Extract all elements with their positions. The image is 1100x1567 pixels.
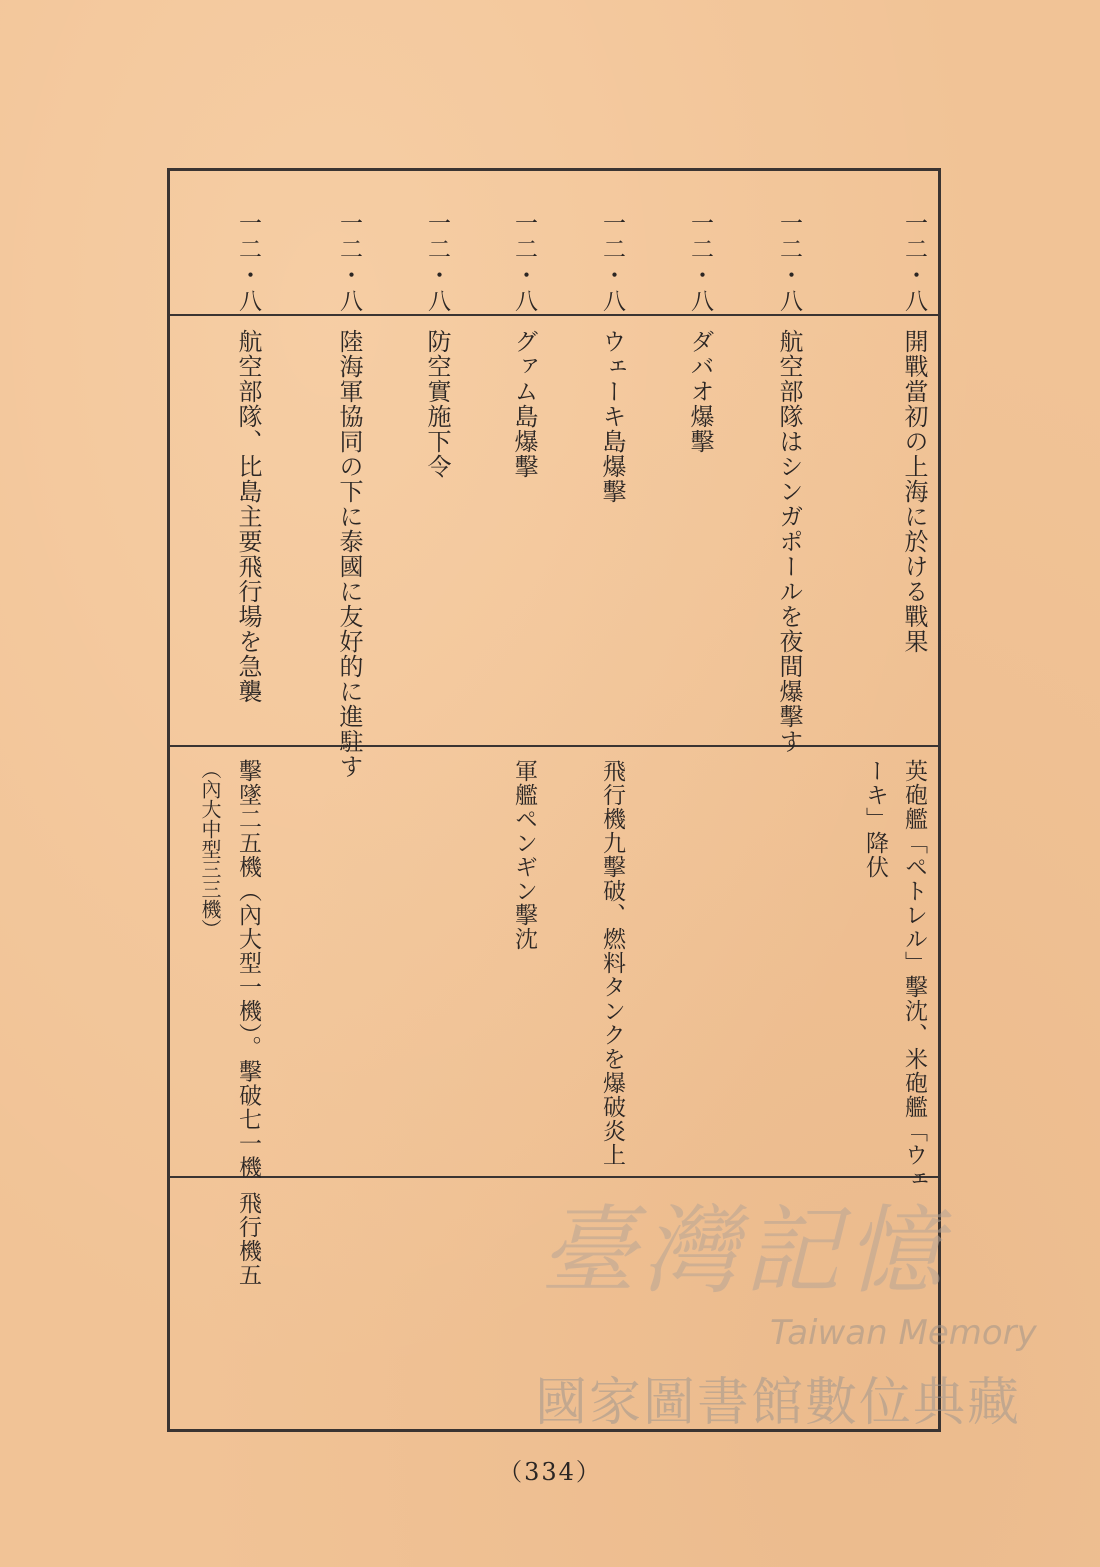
divider-result: [170, 1176, 938, 1178]
row1-result: 英砲艦「ペトレル」擊沈、米砲艦「ウェ: [901, 759, 927, 1191]
table-frame: [167, 168, 941, 1432]
row1-result-cont: ーキ」降伏: [862, 759, 888, 879]
row8-result: 擊墜二五機（內大型一機）。擊破七一機: [235, 759, 261, 1180]
row1-event: 開戰當初の上海に於ける戰果: [900, 329, 928, 654]
row4-result: 飛行機九擊破、燃料タンクを爆破炎上: [599, 759, 625, 1167]
watermark-subtitle: 國家圖書館數位典藏: [535, 1373, 1022, 1433]
row7-date: 一二・八: [336, 211, 362, 315]
row8-result-note: （內大中型三三機）: [198, 759, 222, 939]
row1-date: 一二・八: [901, 211, 927, 315]
row5-event: グァム島爆擊: [510, 329, 538, 479]
page-number: （334）: [498, 1458, 602, 1486]
row3-date: 一二・八: [687, 211, 713, 315]
row8-loss: 飛行機五: [235, 1191, 261, 1287]
row5-date: 一二・八: [511, 211, 537, 315]
row2-event: 航空部隊はシンガポールを夜間爆擊す: [775, 329, 803, 754]
row5-result: 軍艦ペンギン擊沈: [511, 759, 537, 951]
row4-event: ウェーキ島爆擊: [598, 329, 626, 504]
row7-event: 陸海軍協同の下に泰國に友好的に進駐す: [335, 329, 363, 779]
row2-date: 一二・八: [776, 211, 802, 315]
row6-event: 防空實施下令: [423, 329, 451, 479]
divider-event: [170, 745, 938, 747]
row3-event: ダバオ爆擊: [686, 329, 714, 454]
watermark-english: Taiwan Memory: [770, 1313, 1037, 1353]
row6-date: 一二・八: [424, 211, 450, 315]
row4-date: 一二・八: [599, 211, 625, 315]
divider-date: [170, 314, 938, 316]
row8-date: 一二・八: [235, 211, 261, 315]
watermark-title: 臺灣記憶: [540, 1195, 948, 1307]
row8-event: 航空部隊、比島主要飛行場を急襲: [234, 329, 262, 704]
